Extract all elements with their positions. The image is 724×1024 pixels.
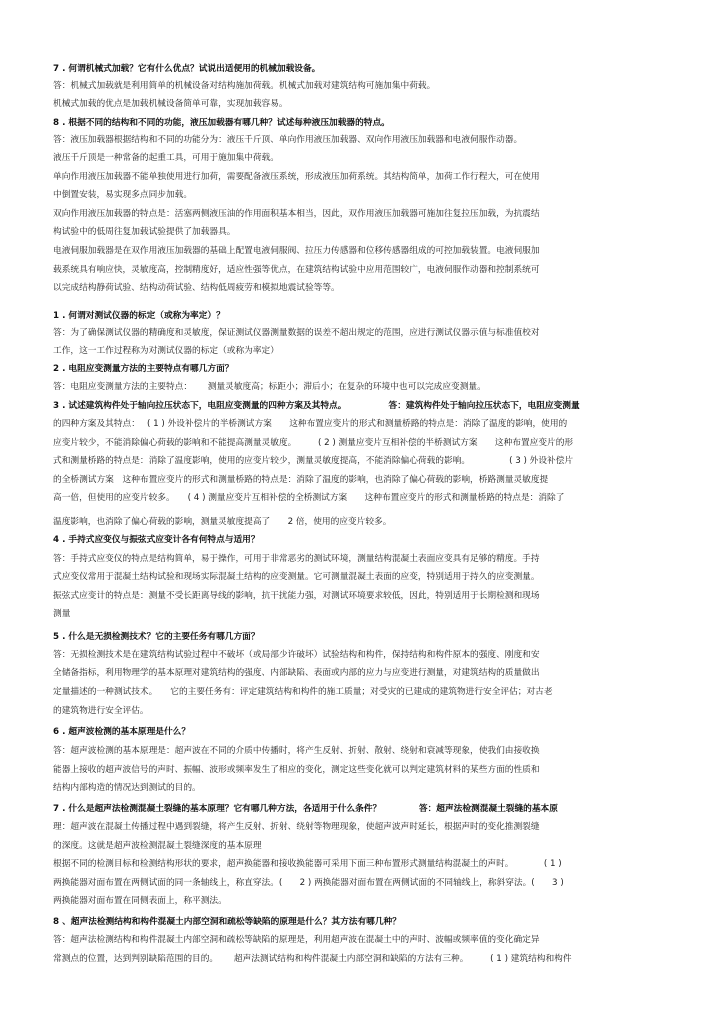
question-heading: 6 . 超声波检测的基本原理是什么？ <box>53 727 191 737</box>
paragraph-line: 两换能器对面布置在两侧试面的同一条轴线上，称直穿法。( 2 ) 两换能器对面布置在两侧试面的不同轴线上，称斜穿法。( 3 ) <box>53 878 564 888</box>
paragraph-line: 测量 <box>53 609 71 619</box>
question-heading: 5 . 什么是无损检测技术？它的主要任务有哪几方面？ <box>53 632 260 642</box>
question-heading: 7 . 何谓机械式加载？它有什么优点？试说出适便用的机械加载设备。 <box>53 64 321 74</box>
paragraph-line: 结构内部构造的情况达到测试的目的。 <box>53 783 201 793</box>
paragraph-line: 答：手持式应变仪的特点是结构简单，易于操作，可用于非常恶劣的测试环境，测量结构混凝土表面应变具有足够的精度。手持 <box>53 554 540 564</box>
paragraph-line: 全储备指标，利用物理学的基本原理对建筑结构的强度、内部缺陷、表面或内部的应力与应变进行测量，对建筑结构的质量做出 <box>53 668 540 678</box>
paragraph-line: 式和测量桥路的特点是：消除了温度影响，使用的应变片较少，测量灵敏度提高，不能消除偏心荷载的影响。 ( 3 ) 外设补偿片 <box>53 456 574 466</box>
paragraph-line: 高一倍，但使用的应变片较多。 ( 4 ) 测量应变片互相补偿的全桥测试方案 这种布置应变片的形式和测量桥路的特点是：消除了 <box>53 493 565 503</box>
paragraph-line: 以完成结构静荷试验、结构动荷试验、结构低周疲劳和模拟地震试验等等。 <box>53 283 340 293</box>
paragraph-line: 机械式加载的优点是加载机械设备简单可靠，实现加载容易。 <box>53 99 288 109</box>
paragraph-line: 答：机械式加载就是利用简单的机械设备对结构施加荷载。机械式加载对建筑结构可施加集中荷载。 <box>53 81 436 91</box>
paragraph-line: 两换能器对面布置在同侧表面上，称平测法。 <box>53 896 227 906</box>
paragraph-line: 能器上接收的超声波信号的声时、振幅、波形或频率发生了相应的变化，测定这些变化就可以判定建筑材料的某些方面的性质和 <box>53 765 540 775</box>
question-heading: 8 、超声法检测结构和构件混凝土内部空洞和疏松等缺陷的原理是什么？其方法有哪几种？ <box>53 917 401 927</box>
paragraph-line: 温度影响，也消除了偏心荷载的影响，测量灵敏度提高了 2 倍，使用的应变片较多。 <box>53 517 392 527</box>
paragraph-line: 答：为了确保测试仪器的精确度和灵敏度，保证测试仪器测量数据的误差不超出规定的范围，应进行测试仪器示值与标准值校对 <box>53 328 540 338</box>
paragraph-line: 工作，这一工作过程称为对测试仪器的标定（或称为率定） <box>53 346 279 356</box>
paragraph-line: 中倒置安装，易实现多点同步加载。 <box>53 190 192 200</box>
paragraph-line: 根据不同的检测目标和检测结构形状的要求，超声换能器和接收换能器可采用下面三种布置形式测量结构混凝土的声时。 ( 1 ) <box>53 859 562 869</box>
paragraph-line: 答：超声法检测结构和构件混凝土内部空洞和疏松等缺陷的原理是，利用超声波在混凝土中的声时、波幅或频率值的变化确定异 <box>53 935 540 945</box>
paragraph-line: 理：超声波在混凝土传播过程中遇到裂缝，将产生反射、折射、绕射等物理现象，使超声波声时延长，根据声时的变化推测裂缝 <box>53 822 540 832</box>
paragraph-line: 载系统具有响应快，灵敏度高，控制精度好，适应性强等优点，在建筑结构试验中应用范围较广，电液伺服作动器和控制系统可 <box>53 265 540 275</box>
question-heading: 8 . 根据不同的结构和不同的功能，液压加载器有哪几种？试述每种液压加载器的特点。 <box>53 118 390 128</box>
question-heading: 4 . 手持式应变仪与振弦式应变计各有何特点与适用？ <box>53 535 260 545</box>
paragraph-line: 答：液压加载器根据结构和不同的功能分为：液压千斤顶、单向作用液压加载器、双向作用液压加载器和电液伺服作动器。 <box>53 135 523 145</box>
question-heading: 2 . 电阻应变测量方法的主要特点有哪几方面？ <box>53 364 234 374</box>
paragraph-line: 的建筑物进行安全评估。 <box>53 706 149 716</box>
paragraph-line: 振弦式应变计的特点是：测量不受长距离导线的影响，抗干扰能力强，对测试环境要求较低，因此，特别适用于长期检测和现场 <box>53 591 540 601</box>
question-heading: 1 . 何谓对测试仪器的标定（或称为率定）？ <box>53 311 225 321</box>
paragraph-line: 构试验中的低周往复加载试验提供了加载器具。 <box>53 227 236 237</box>
paragraph-line: 的四种方案及其特点： ( 1 ) 外设补偿片的半桥测试方案 这种布置应变片的形式和测量桥路的特点是：消除了温度的影响，使用的 <box>53 419 568 429</box>
paragraph-line: 双向作用液压加载器的特点是：活塞两侧液压油的作用面积基本相当，因此，双作用液压加载器可施加往复拉压加载，为抗震结 <box>53 209 540 219</box>
paragraph-line: 单向作用液压加载器不能单独使用进行加荷，需要配备液压系统，形成液压加荷系统。其结构简单，加荷工作行程大，可在使用 <box>53 172 540 182</box>
question-heading: 3 . 试述建筑构件处于轴向拉压状态下，电阻应变测量的四种方案及其特点。 答：建筑构件处于轴向拉压状态下，电阻应变测量 <box>53 401 580 411</box>
paragraph-line: 的深度。这就是超声波检测混凝土裂缝深度的基本原理 <box>53 841 262 851</box>
paragraph-line: 液压千斤顶是一种常备的起重工具，可用于施加集中荷载。 <box>53 153 279 163</box>
question-heading: 7 . 什么是超声法检测混凝土裂缝的基本原理？它有哪几种方法，各适用于什么条件？ 答：超声法检测混凝土裂缝的基本原 <box>53 804 558 814</box>
paragraph-line: 答：无损检测技术是在建筑结构试验过程中不破坏（或局部少许破坏）试验结构和构件，保持结构和构件原本的强度、刚度和安 <box>53 650 540 660</box>
paragraph-line: 的全桥测试方案 这种布置应变片的形式和测量桥路的特点是：消除了温度的影响，也消除了偏心荷载的影响，桥路测量灵敏度提 <box>53 475 549 485</box>
paragraph-line: 答：电阻应变测量方法的主要特点： 测量灵敏度高；标距小；滞后小；在复杂的环境中也可以完成应变测量。 <box>53 382 486 392</box>
paragraph-line: 应变片较少，不能消除偏心荷载的影响和不能提高测量灵敏度。 ( 2 ) 测量应变片互相补偿的半桥测试方案 这种布置应变片的形 <box>53 438 574 448</box>
paragraph-line: 式应变仪常用于混凝土结构试验和现场实际混凝土结构的应变测量。它可测量混凝土表面的应变，特别适用于持久的应变测量。 <box>53 572 540 582</box>
paragraph-line: 定量描述的一种测试技术。 它的主要任务有：评定建筑结构和构件的施工质量；对受灾的已建成的建筑物进行安全评估；对古老 <box>53 687 553 697</box>
paragraph-line: 答：超声波检测的基本原理是：超声波在不同的介质中传播时，将产生反射、折射、散射、绕射和衰减等现象，使我们由接收换 <box>53 746 540 756</box>
paragraph-line: 常测点的位置，达到判别缺陷范围的目的。 超声法测试结构和构件混凝土内部空洞和缺陷的方法有三种。 ( 1 ) 建筑结构和构件 <box>53 954 572 964</box>
paragraph-line: 电液伺服加载器是在双作用液压加载器的基础上配置电液伺服阀、拉压力传感器和位移传感器组成的可控加载装置。电液伺服加 <box>53 246 540 256</box>
